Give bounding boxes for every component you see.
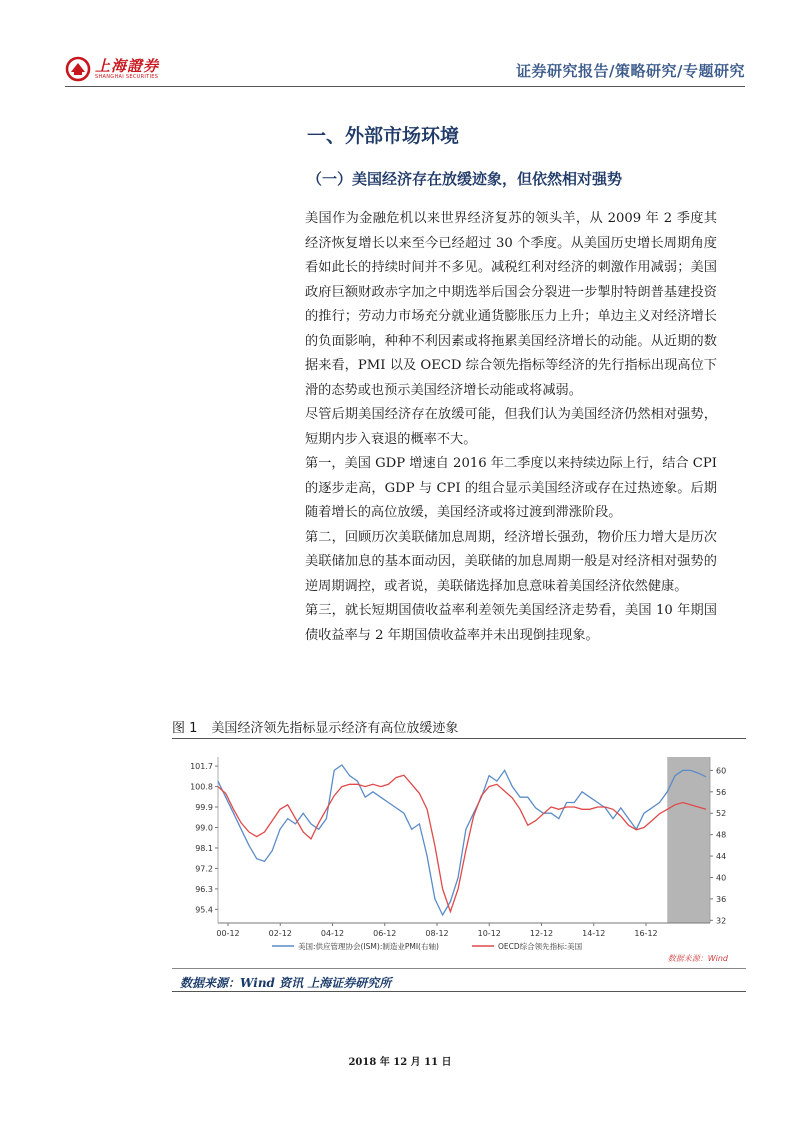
paragraph: 尽管后期美国经济存在放缓可能，但我们认为美国经济仍然相对强势，短期内步入衰退的概率不大。 [305,407,717,447]
legend-label-pmi: 美国:供应管理协会(ISM):制造业PMI(右轴) [298,942,439,951]
logo-chinese-text: 上海證券 [95,56,160,75]
section-heading: 一、外部市场环境 [307,125,460,147]
legend-label-oecd: OECD综合领先指标:美国 [498,942,583,951]
paragraph: 美国作为金融危机以来世界经济复苏的领头羊，从 2009 年 2 季度其经济恢复增长以来至今已经超过 30 个季度。从美国历史增长周期角度看如此长的持续时间并不多见。减税红利对经济的刺激作用减弱；美国政府巨额财政赤字加之中期选举后国会分裂进一步掣肘特朗普基建投资的推行；劳动力市场充分就业通货膨胀压力上升；单边主义对经济增长的负面影响，种种不利因素或将拖累美国经济增长的动能。从近期的数据来看，PMI 以及 OECD 综合领先指标等经济的先行指标出现高位下滑的态势或也预示美国经济增长动能或将减弱。 [305,211,717,398]
right-tick-label: 52 [716,809,727,819]
right-tick-label: 60 [716,766,727,776]
report-breadcrumb: 证券研究报告/策略研究/专题研究 [516,62,745,80]
publication-date: 2018 年 12 月 11 日 [348,1057,452,1068]
left-tick-label: 96.3 [195,884,213,894]
chart-svg [172,745,746,967]
data-source-note: 数据来源：Wind 资讯 上海证券研究所 [180,976,392,990]
figure-title: 美国经济领先指标显示经济有高位放缓迹象 [211,721,459,736]
chart-source-watermark: 数据来源：Wind [667,954,728,963]
paragraph: 第三，就长短期国债收益率利差领先美国经济走势看，美国 10 年期国债收益率与 2 年期国债收益率并未出现倒挂现象。 [305,603,717,643]
right-tick-label: 48 [716,830,727,840]
figure-bottom-rule [172,991,746,992]
x-tick-label: 00-12 [216,929,240,938]
shanghai-securities-logo-icon [65,56,91,82]
line-chart [172,745,746,967]
left-tick-label: 99.0 [195,823,213,833]
figure-number: 图 1 [172,721,198,736]
left-tick-label: 100.8 [190,782,213,792]
paragraph: 第一，美国 GDP 增速自 2016 年二季度以来持续边际上行，结合 CPI 的逐步走高，GDP 与 CPI 的组合显示美国经济或存在过热迹象。后期随着增长的高位放缓，美国经济或将过渡到滞涨阶段。 [305,456,717,520]
right-tick-label: 36 [716,894,727,904]
left-tick-label: 97.2 [195,864,213,874]
header-divider [65,86,745,87]
body-text [305,207,717,648]
figure-top-rule [172,738,746,739]
left-tick-label: 99.9 [195,803,213,813]
x-tick-label: 06-12 [373,929,397,938]
x-tick-label: 10-12 [477,929,501,938]
x-tick-label: 16-12 [634,929,658,938]
right-tick-label: 44 [716,852,727,862]
subsection-heading: （一）美国经济存在放缓迹象，但依然相对强势 [307,170,623,188]
page-header [65,52,745,92]
x-tick-label: 14-12 [582,929,606,938]
pmi-series-line [218,765,706,915]
left-tick-label: 95.4 [195,905,213,915]
right-tick-label: 56 [716,787,727,797]
x-tick-label: 08-12 [425,929,449,938]
x-tick-label: 02-12 [268,929,292,938]
x-tick-label: 12-12 [529,929,554,938]
left-tick-label: 98.1 [195,843,213,853]
figure-mid-rule [172,968,746,969]
x-tick-label: 04-12 [320,929,345,938]
right-tick-label: 32 [716,916,727,926]
right-tick-label: 40 [716,873,727,883]
figure-caption [172,717,746,736]
company-logo [65,56,159,82]
left-tick-label: 101.7 [190,762,213,772]
oecd-series-line [218,775,706,911]
paragraph: 第二，回顾历次美联储加息周期，经济增长强劲，物价压力增大是历次美联储加息的基本面动因，美联储的加息周期一般是对经济相对强势的逆周期调控，或者说，美联储选择加息意味着美国经济依然健康。 [305,529,717,594]
shaded-region [667,757,710,923]
logo-english-text: SHANGHAI SECURITIES [95,73,159,80]
